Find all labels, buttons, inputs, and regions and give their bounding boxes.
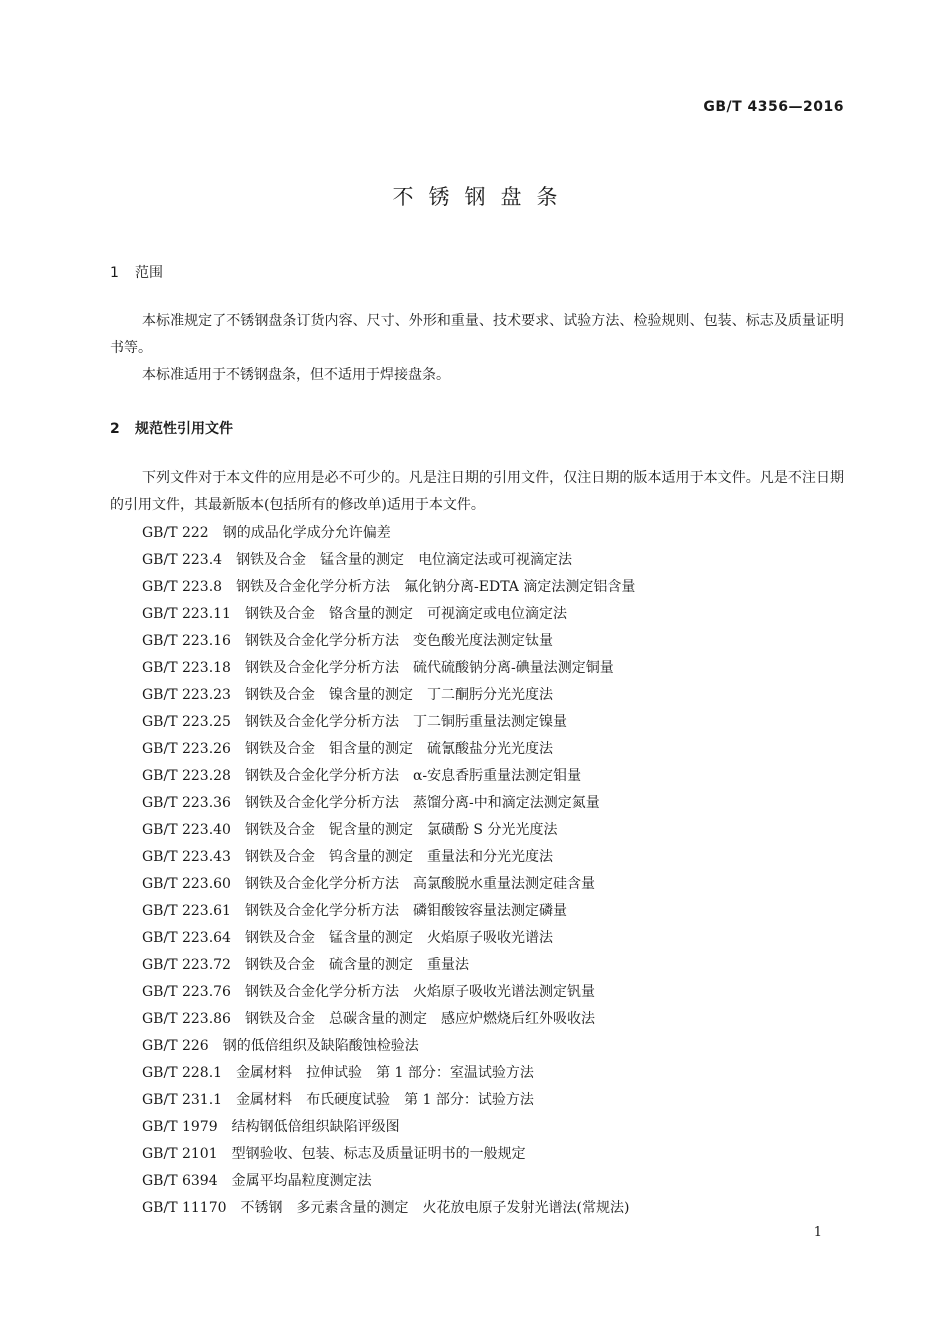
reference-title-part: 钢铁及合金化学分析方法 [244, 795, 399, 811]
reference-title-part: 重量法和分光光度法 [426, 849, 553, 865]
reference-item [142, 601, 649, 628]
section-title: 范围 [135, 265, 163, 281]
reference-code: GB/T 223.23 [142, 687, 231, 703]
reference-title-part: 氯磺酚 S 分光光度法 [426, 822, 558, 838]
document-title: 不锈钢盘条 [392, 185, 573, 209]
reference-code: GB/T 228.1 [142, 1065, 223, 1081]
reference-item [142, 925, 649, 952]
reference-item [142, 1033, 649, 1060]
section-heading-scope [110, 262, 163, 282]
reference-code: GB/T 2101 [142, 1146, 218, 1162]
reference-title-part: 锰含量的测定 [320, 552, 405, 568]
reference-title-part: 钨含量的测定 [328, 849, 413, 865]
reference-code: GB/T 11170 [142, 1200, 227, 1216]
reference-code: GB/T 223.4 [142, 552, 223, 568]
reference-item [142, 763, 649, 790]
reference-code: GB/T 223.86 [142, 1011, 231, 1027]
reference-item [142, 736, 649, 763]
reference-title-part: 金属材料 [236, 1065, 293, 1081]
reference-code: GB/T 223.11 [142, 606, 231, 622]
reference-item [142, 709, 649, 736]
reference-code: GB/T 223.72 [142, 957, 231, 973]
reference-code: GB/T 226 [142, 1038, 209, 1054]
reference-code: GB/T 223.76 [142, 984, 231, 1000]
reference-title-part: α-安息香肟重量法测定钼量 [412, 768, 582, 784]
reference-item [142, 574, 649, 601]
reference-title-part: 钢的成品化学成分允许偏差 [222, 525, 391, 541]
reference-title-part: 火焰原子吸收光谱法测定钒量 [412, 984, 595, 1000]
reference-code: GB/T 223.43 [142, 849, 231, 865]
reference-code: GB/T 223.64 [142, 930, 231, 946]
reference-code: GB/T 223.60 [142, 876, 231, 892]
reference-item [142, 1006, 649, 1033]
reference-title-part: 氟化钠分离-EDTA 滴定法测定铝含量 [404, 579, 636, 595]
reference-title-part: 钢铁及合金化学分析方法 [244, 984, 399, 1000]
reference-item [142, 898, 649, 925]
reference-title-part: 电位滴定法或可视滴定法 [418, 552, 573, 568]
reference-title-part: 第 1 部分：室温试验方法 [376, 1065, 534, 1081]
reference-item [142, 655, 649, 682]
reference-title-part: 磷钼酸铵容量法测定磷量 [412, 903, 567, 919]
reference-title-part: 钢铁及合金化学分析方法 [244, 660, 399, 676]
reference-code: GB/T 231.1 [142, 1092, 223, 1108]
reference-title-part: 变色酸光度法测定钛量 [412, 633, 553, 649]
reference-code: GB/T 222 [142, 525, 209, 541]
reference-item [142, 790, 649, 817]
reference-title-part: 丁二铜肟重量法测定镍量 [412, 714, 567, 730]
reference-code: GB/T 223.40 [142, 822, 231, 838]
reference-code: GB/T 1979 [142, 1119, 218, 1135]
section-number: 1 [110, 265, 119, 281]
section-title: 规范性引用文件 [135, 421, 233, 437]
reference-code: GB/T 223.61 [142, 903, 231, 919]
reference-title-part: 钢铁及合金 [236, 552, 307, 568]
reference-title-part: 钢铁及合金 [244, 822, 315, 838]
reference-code: GB/T 223.18 [142, 660, 231, 676]
reference-title-part: 钢铁及合金 [244, 687, 315, 703]
reference-title-part: 钢铁及合金化学分析方法 [244, 633, 399, 649]
reference-title-part: 钢铁及合金化学分析方法 [244, 876, 399, 892]
reference-code: GB/T 223.26 [142, 741, 231, 757]
reference-title-part: 硫代硫酸钠分离-碘量法测定铜量 [412, 660, 614, 676]
reference-title-part: 钢铁及合金 [244, 606, 315, 622]
reference-title-part: 重量法 [426, 957, 469, 973]
reference-code: GB/T 223.36 [142, 795, 231, 811]
reference-item [142, 1195, 649, 1222]
reference-title-part: 拉伸试验 [306, 1065, 363, 1081]
reference-code: GB/T 6394 [142, 1173, 218, 1189]
references-intro: 下列文件对于本文件的应用是必不可少的。凡是注日期的引用文件，仅注日期的版本适用于本文件。凡是不注日期的引用文件，其最新版本(包括所有的修改单)适用于本文件。 [110, 470, 844, 513]
reference-title-part: 火花放电原子发射光谱法(常规法) [422, 1200, 630, 1216]
reference-code: GB/T 223.8 [142, 579, 223, 595]
reference-title-part: 蒸馏分离-中和滴定法测定氮量 [412, 795, 600, 811]
reference-title-part: 钢铁及合金 [244, 1011, 315, 1027]
reference-item [142, 682, 649, 709]
reference-title-part: 第 1 部分：试验方法 [404, 1092, 534, 1108]
reference-title-part: 镍含量的测定 [328, 687, 413, 703]
reference-title-part: 布氏硬度试验 [306, 1092, 391, 1108]
reference-item [142, 844, 649, 871]
reference-title-part: 多元素含量的测定 [296, 1200, 409, 1216]
reference-title-part: 钢铁及合金 [244, 957, 315, 973]
reference-code: GB/T 223.16 [142, 633, 231, 649]
reference-item [142, 1141, 649, 1168]
reference-code: GB/T 223.25 [142, 714, 231, 730]
reference-title-part: 钢铁及合金化学分析方法 [244, 714, 399, 730]
reference-title-part: 铬含量的测定 [328, 606, 413, 622]
reference-title-part: 高氯酸脱水重量法测定硅含量 [412, 876, 595, 892]
reference-title-part: 可视滴定或电位滴定法 [426, 606, 567, 622]
reference-title-part: 铌含量的测定 [328, 822, 413, 838]
section-number: 2 [110, 421, 120, 437]
page-number: 1 [813, 1225, 822, 1240]
reference-title-part: 金属平均晶粒度测定法 [231, 1173, 372, 1189]
reference-item [142, 817, 649, 844]
reference-item [142, 871, 649, 898]
reference-item [142, 1168, 649, 1195]
reference-item [142, 1114, 649, 1141]
reference-item [142, 547, 649, 574]
reference-list [142, 520, 649, 1222]
reference-title-part: 结构钢低倍组织缺陷评级图 [231, 1119, 400, 1135]
reference-title-part: 硫氰酸盐分光光度法 [426, 741, 553, 757]
reference-title-part: 钢铁及合金 [244, 849, 315, 865]
reference-title-part: 火焰原子吸收光谱法 [426, 930, 553, 946]
reference-title-part: 钢铁及合金 [244, 930, 315, 946]
standard-code: GB/T 4356—2016 [703, 99, 844, 115]
reference-code: GB/T 223.28 [142, 768, 231, 784]
reference-item [142, 979, 649, 1006]
reference-item [142, 628, 649, 655]
section-heading-references [110, 418, 233, 438]
reference-title-part: 钼含量的测定 [328, 741, 413, 757]
scope-paragraph-2: 本标准适用于不锈钢盘条，但不适用于焊接盘条。 [142, 367, 450, 383]
scope-paragraph-1: 本标准规定了不锈钢盘条订货内容、尺寸、外形和重量、技术要求、试验方法、检验规则、包装、标志及质量证明书等。 [110, 313, 844, 356]
reference-title-part: 钢铁及合金化学分析方法 [236, 579, 391, 595]
reference-title-part: 钢的低倍组织及缺陷酸蚀检验法 [222, 1038, 419, 1054]
reference-title-part: 总碳含量的测定 [328, 1011, 427, 1027]
reference-item [142, 520, 649, 547]
reference-item [142, 1060, 649, 1087]
reference-item [142, 1087, 649, 1114]
reference-title-part: 钢铁及合金化学分析方法 [244, 903, 399, 919]
reference-title-part: 丁二酮肟分光光度法 [426, 687, 553, 703]
reference-title-part: 硫含量的测定 [328, 957, 413, 973]
reference-title-part: 钢铁及合金化学分析方法 [244, 768, 399, 784]
reference-title-part: 锰含量的测定 [328, 930, 413, 946]
reference-title-part: 钢铁及合金 [244, 741, 315, 757]
reference-title-part: 型钢验收、包装、标志及质量证明书的一般规定 [231, 1146, 526, 1162]
reference-item [142, 952, 649, 979]
reference-title-part: 不锈钢 [240, 1200, 283, 1216]
reference-title-part: 感应炉燃烧后红外吸收法 [440, 1011, 595, 1027]
reference-title-part: 金属材料 [236, 1092, 293, 1108]
